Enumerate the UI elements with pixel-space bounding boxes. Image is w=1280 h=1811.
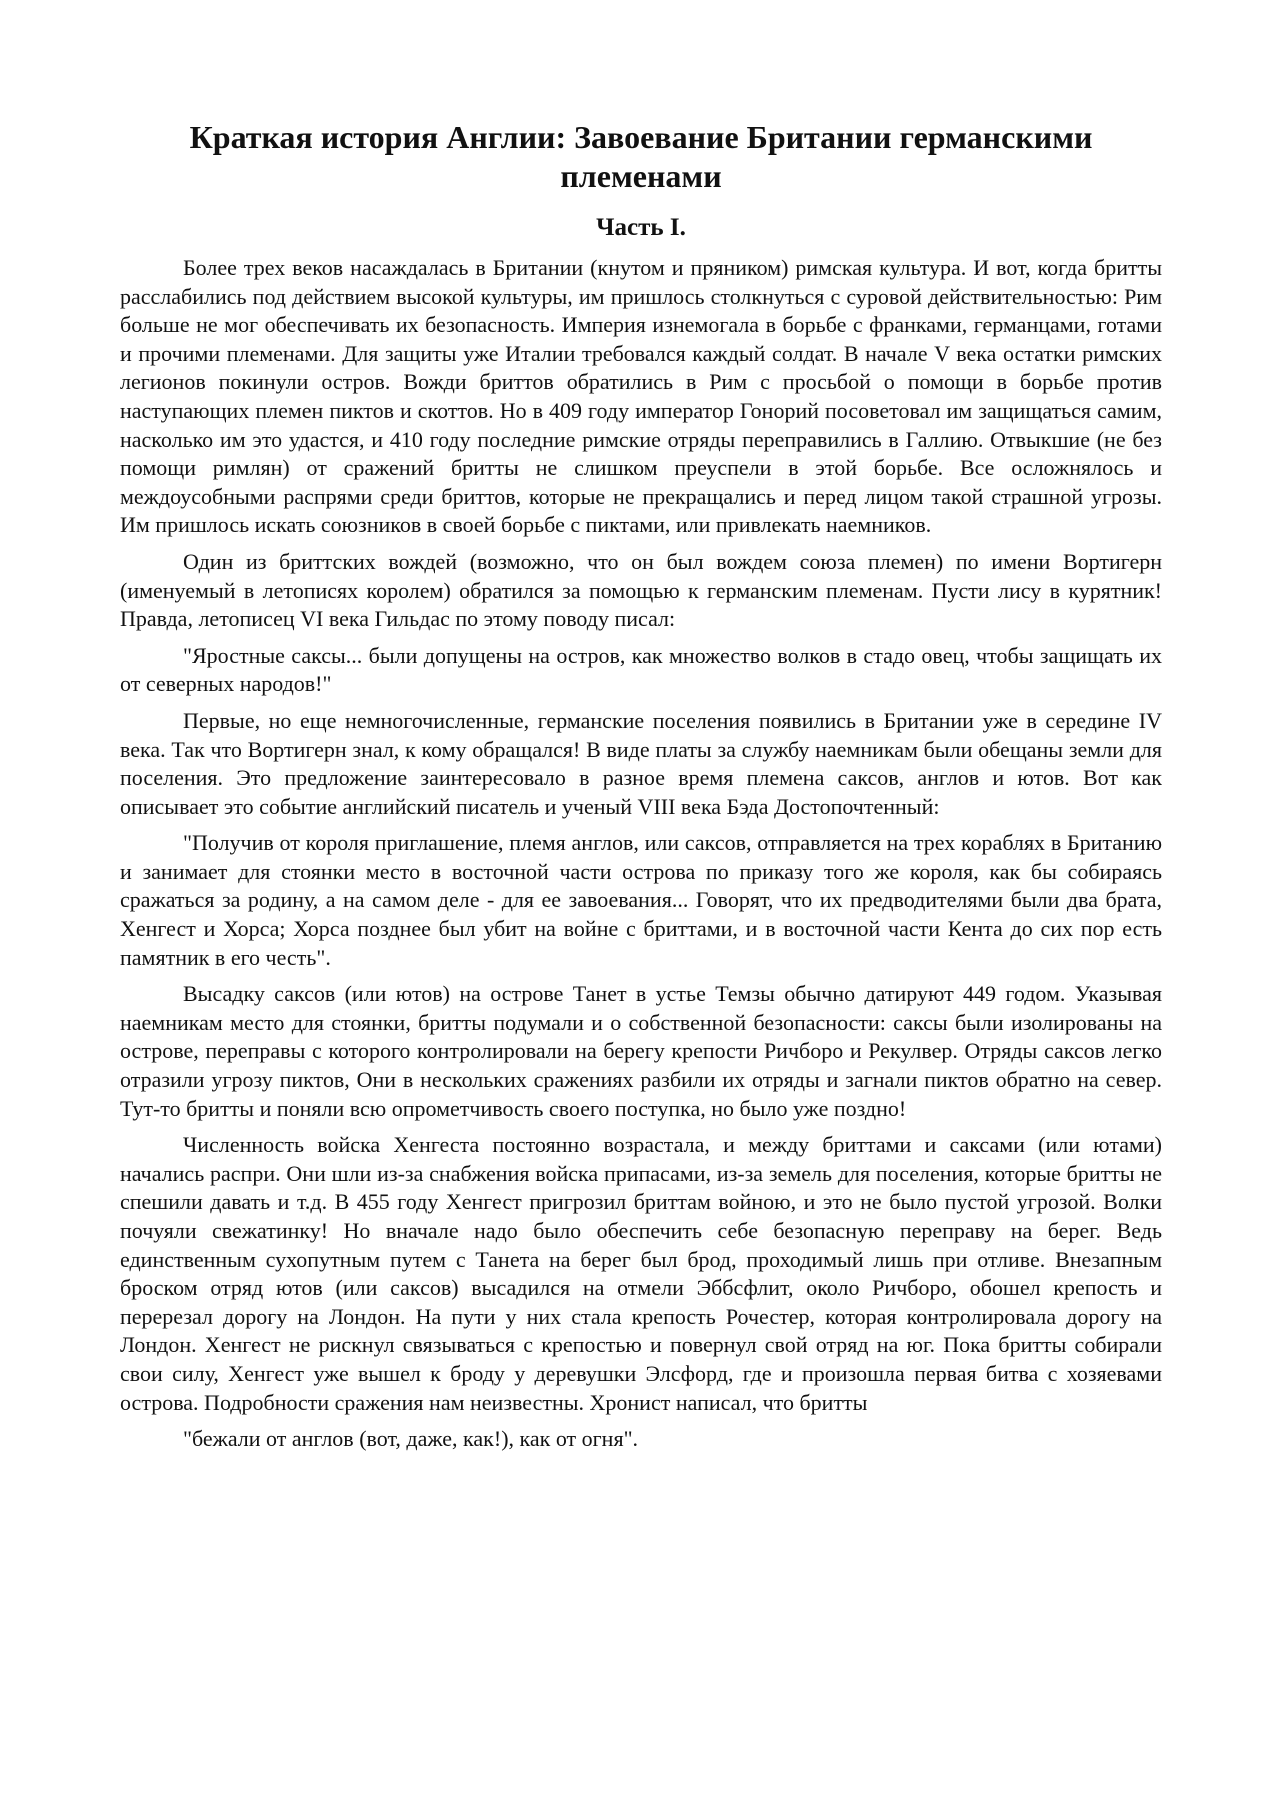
document-page: [120, 118, 1162, 1462]
paragraph-5: Численность войска Хенгеста постоянно возрастала, и между бриттами и саксами (или ютами) начались распри. Они шли из-за снабжения войска припасами, из-за земель для поселения, которые бритты не спешили давать и т.д. В 455 году Хенгест пригрозил бриттам войною, и это не было пустой угрозой. Волки почуяли свежатинку! Но вначале надо было обеспечить себе безопасную переправу на берег. Ведь единственным сухопутным путем с Танета на берег был брод, проходимый лишь при отливе. Внезапным броском отряд ютов (или саксов) высадился на отмели Эббсфлит, около Ричборо, обошел крепость и перерезал дорогу на Лондон. На пути у них стала крепость Рочестер, которая контролировала дорогу на Лондон. Хенгест не рискнул связываться с крепостью и повернул свой отряд на юг. Пока бритты собирали свои силу, Хенгест уже вышел к броду у деревушки Элсфорд, где и произошла первая битва с хозяевами острова. Подробности сражения нам неизвестны. Хронист написал, что бритты: [120, 1132, 1162, 1415]
paragraph-4: Высадку саксов (или ютов) на острове Танет в устье Темзы обычно датируют 449 годом. Указывая наемникам место для стоянки, бритты подумали и о собственной безопасности: саксы были изолированы на острове, переправы с которого контролировали на берегу крепости Ричборо и Рекулвер. Отряды саксов легко отразили угрозу пиктов, Они в нескольких сражениях разбили их отряды и загнали пиктов обратно на север. Тут-то бритты и поняли всю опрометчивость своего поступка, но было уже поздно!: [120, 981, 1162, 1121]
quote-bede: "Получив от короля приглашение, племя англов, или саксов, отправляется на трех кораблях в Британию и занимает для стоянки место в восточной части острова по приказу того же короля, как бы собираясь сражаться за родину, а на самом деле - для ее завоевания... Говорят, что их предводителями были два брата, Хенгест и Хорса; Хорса позднее был убит на войне с бриттами, и в восточной части Кента до сих пор есть памятник в его честь".: [120, 830, 1162, 970]
paragraph-1: Более трех веков насаждалась в Британии (кнутом и пряником) римская культура. И вот, когда бритты расслабились под действием высокой культуры, им пришлось столкнуться с суровой действительностью: Рим больше не мог обеспечивать их безопасность. Империя изнемогала в борьбе с франками, германцами, готами и прочими племенами. Для защиты уже Италии требовался каждый солдат. В начале V века остатки римских легионов покинули остров. Вожди бриттов обратились в Рим с просьбой о помощи в борьбе против наступающих племен пиктов и скоттов. Но в 409 году император Гонорий посоветовал им защищаться самим, насколько им это удастся, и 410 году последние римские отряды переправились в Галлию. Отвыкшие (не без помощи римлян) от сражений бритты не слишком преуспели в этой борьбе. Все осложнялось и междоусобными распрями среди бриттов, которые не прекращались и перед лицом такой страшной угрозы. Им пришлось искать союзников в своей борьбе с пиктами, или привлекать наемников.: [120, 255, 1162, 538]
paragraph-2: Один из бриттских вождей (возможно, что он был вождем союза племен) по имени Вортигерн (именуемый в летописях королем) обратился за помощью к германским племенам. Пусти лису в курятник! Правда, летописец VI века Гильдас по этому поводу писал:: [120, 548, 1162, 632]
document-title: Краткая история Англии: Завоевание Британии германскими племенами: [189, 119, 1093, 194]
document-subtitle: Часть I.: [596, 214, 686, 241]
quote-chronicle: "бежали от англов (вот, даже, как!), как от огня".: [183, 1426, 639, 1452]
quote-gildas: "Яростные саксы... были допущены на остров, как множество волков в стадо овец, чтобы защищать их от северных народов!": [120, 642, 1162, 697]
paragraph-3: Первые, но еще немногочисленные, германские поселения появились в Британии уже в середине IV века. Так что Вортигерн знал, к кому обращался! В виде платы за службу наемникам были обещаны земли для поселения. Это предложение заинтересовало в разное время племена саксов, англов и ютов. Вот как описывает это событие английский писатель и ученый VIII века Бэда Достопочтенный:: [120, 707, 1162, 819]
